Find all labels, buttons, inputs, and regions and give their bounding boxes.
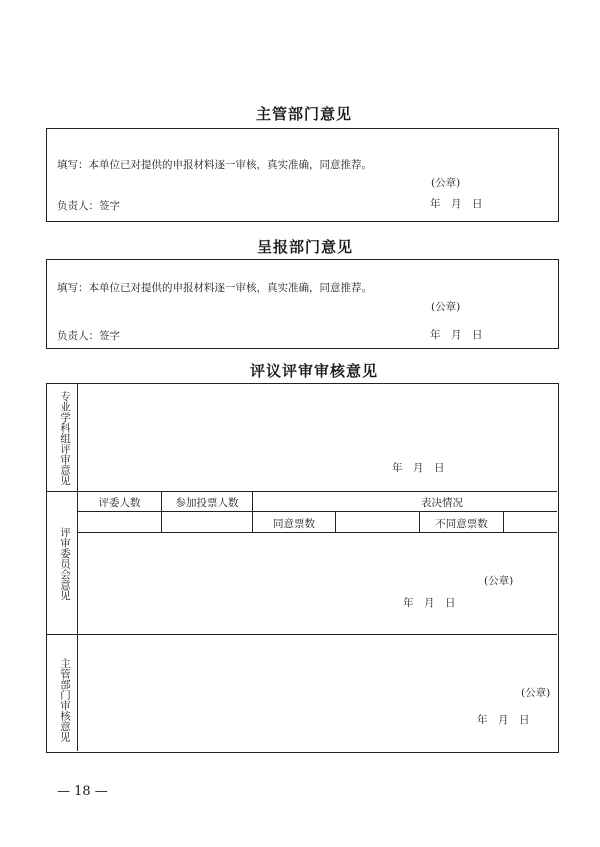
page-number: — 18 — xyxy=(57,784,108,799)
section2-seal: (公章) xyxy=(431,301,461,313)
row1-divider xyxy=(47,491,557,492)
row1-date: 年 月 日 xyxy=(392,462,445,474)
row3-seal: (公章) xyxy=(521,687,551,699)
vote-table-bottom xyxy=(77,532,557,533)
section1-box xyxy=(46,128,559,222)
section3-title: 评议评审审核意见 xyxy=(250,362,379,380)
section2-title: 呈报部门意见 xyxy=(257,238,354,256)
header-result: 表决情况 xyxy=(421,497,463,509)
row1-label: 专业学科组评审意见 xyxy=(59,390,71,486)
row2-label: 评审委员会意见 xyxy=(59,527,71,601)
row3-label: 主管部门审核意见 xyxy=(59,658,71,742)
header-voters: 参加投票人数 xyxy=(175,497,239,509)
section2-signer: 负责人：签字 xyxy=(57,330,120,342)
section1-signer: 负责人：签字 xyxy=(57,200,120,212)
label-column-divider xyxy=(77,384,78,751)
section1-seal: (公章) xyxy=(431,177,461,189)
row2-date: 年 月 日 xyxy=(403,597,456,609)
row2-divider xyxy=(47,634,557,635)
row2-seal: (公章) xyxy=(484,575,514,587)
vote-col-divider-3 xyxy=(335,511,336,532)
header-members: 评委人数 xyxy=(98,497,141,509)
section1-date: 年 月 日 xyxy=(430,198,483,210)
section2-date: 年 月 日 xyxy=(430,329,483,341)
review-table xyxy=(46,383,559,753)
vote-col-divider-5 xyxy=(503,511,504,532)
subheader-agree: 同意票数 xyxy=(273,518,315,530)
section2-fill-text: 填写：本单位已对提供的申报材料逐一审核，真实准确，同意推荐。 xyxy=(57,282,372,294)
section1-fill-text: 填写：本单位已对提供的申报材料逐一审核，真实准确，同意推荐。 xyxy=(57,159,372,171)
section1-title: 主管部门意见 xyxy=(256,105,353,123)
row3-date: 年 月 日 xyxy=(477,714,530,726)
subheader-disagree: 不同意票数 xyxy=(435,518,488,530)
section2-box xyxy=(46,259,559,349)
vote-header-divider xyxy=(77,511,557,512)
